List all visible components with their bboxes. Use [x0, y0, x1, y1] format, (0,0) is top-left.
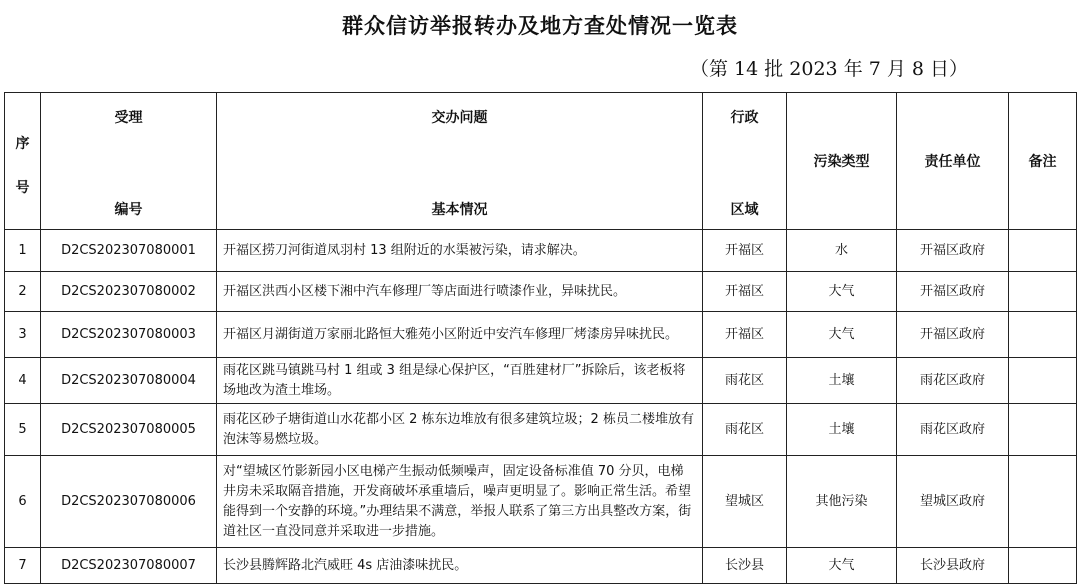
row-number: 5 — [5, 404, 41, 456]
case-description: 长沙县腾辉路北汽威旺 4s 店油漆味扰民。 — [217, 548, 703, 584]
table-row — [5, 456, 1077, 548]
pollution-type: 土壤 — [787, 358, 897, 404]
case-id: D2CS202307080003 — [41, 312, 217, 358]
case-id: D2CS202307080006 — [41, 456, 217, 548]
table-row — [5, 404, 1077, 456]
header-responsible-unit: 责任单位 — [897, 93, 1009, 230]
pollution-type: 水 — [787, 230, 897, 272]
table-row — [5, 272, 1077, 312]
header-seq: 序 号 — [5, 93, 41, 230]
header-row — [5, 93, 1077, 230]
header-issue: 交办问题 基本情况 — [217, 93, 703, 230]
case-description: 开福区洪西小区楼下湘中汽车修理厂等店面进行喷漆作业，异味扰民。 — [217, 272, 703, 312]
district: 望城区 — [703, 456, 787, 548]
responsible-unit: 雨花区政府 — [897, 358, 1009, 404]
case-description: 开福区捞刀河街道凤羽村 13 组附近的水渠被污染，请求解决。 — [217, 230, 703, 272]
case-id: D2CS202307080001 — [41, 230, 217, 272]
row-number: 7 — [5, 548, 41, 584]
header-accept-id: 受理 编号 — [41, 93, 217, 230]
case-description: 雨花区砂子塘街道山水花都小区 2 栋东边堆放有很多建筑垃圾；2 栋员二楼堆放有泡沫等易燃垃圾。 — [217, 404, 703, 456]
pollution-type: 土壤 — [787, 404, 897, 456]
responsible-unit: 开福区政府 — [897, 312, 1009, 358]
pollution-type: 大气 — [787, 548, 897, 584]
case-id: D2CS202307080005 — [41, 404, 217, 456]
case-id: D2CS202307080004 — [41, 358, 217, 404]
case-description: 雨花区跳马镇跳马村 1 组或 3 组是绿心保护区，“百胜建材厂”拆除后，该老板将场地改为渣土堆场。 — [217, 358, 703, 404]
header-district: 行政 区域 — [703, 93, 787, 230]
remark — [1009, 230, 1077, 272]
remark — [1009, 456, 1077, 548]
district: 雨花区 — [703, 358, 787, 404]
row-number: 3 — [5, 312, 41, 358]
remark — [1009, 404, 1077, 456]
remark — [1009, 548, 1077, 584]
header-remark: 备注 — [1009, 93, 1077, 230]
table-row — [5, 358, 1077, 404]
district: 开福区 — [703, 230, 787, 272]
row-number: 1 — [5, 230, 41, 272]
table-row — [5, 230, 1077, 272]
case-description: 对“望城区竹影新园小区电梯产生振动低频噪声，固定设备标准值 70 分贝，电梯井房未采取隔音措施，开发商破坏承重墙后，噪声更明显了。影响正常生活。希望能得到一个安静的环境。”办理结果不满意，举报人联系了第三方出具整改方案，街道社区一直没同意并采取进一步措施。 — [217, 456, 703, 548]
table-row — [5, 312, 1077, 358]
remark — [1009, 312, 1077, 358]
district: 雨花区 — [703, 404, 787, 456]
case-id: D2CS202307080007 — [41, 548, 217, 584]
page-title: 群众信访举报转办及地方查处情况一览表 — [342, 14, 738, 38]
row-number: 2 — [5, 272, 41, 312]
table-row — [5, 548, 1077, 584]
district: 开福区 — [703, 272, 787, 312]
pollution-type: 大气 — [787, 272, 897, 312]
responsible-unit: 雨花区政府 — [897, 404, 1009, 456]
responsible-unit: 开福区政府 — [897, 230, 1009, 272]
responsible-unit: 望城区政府 — [897, 456, 1009, 548]
case-id: D2CS202307080002 — [41, 272, 217, 312]
case-description: 开福区月湖街道万家丽北路恒大雅苑小区附近中安汽车修理厂烤漆房异味扰民。 — [217, 312, 703, 358]
remark — [1009, 358, 1077, 404]
pollution-type: 其他污染 — [787, 456, 897, 548]
pollution-type: 大气 — [787, 312, 897, 358]
district: 开福区 — [703, 312, 787, 358]
header-pollution-type: 污染类型 — [787, 93, 897, 230]
responsible-unit: 开福区政府 — [897, 272, 1009, 312]
row-number: 4 — [5, 358, 41, 404]
district: 长沙县 — [703, 548, 787, 584]
complaint-table — [4, 92, 1077, 584]
row-number: 6 — [5, 456, 41, 548]
remark — [1009, 272, 1077, 312]
responsible-unit: 长沙县政府 — [897, 548, 1009, 584]
batch-info: （第 14 批 2023 年 7 月 8 日） — [690, 58, 969, 80]
